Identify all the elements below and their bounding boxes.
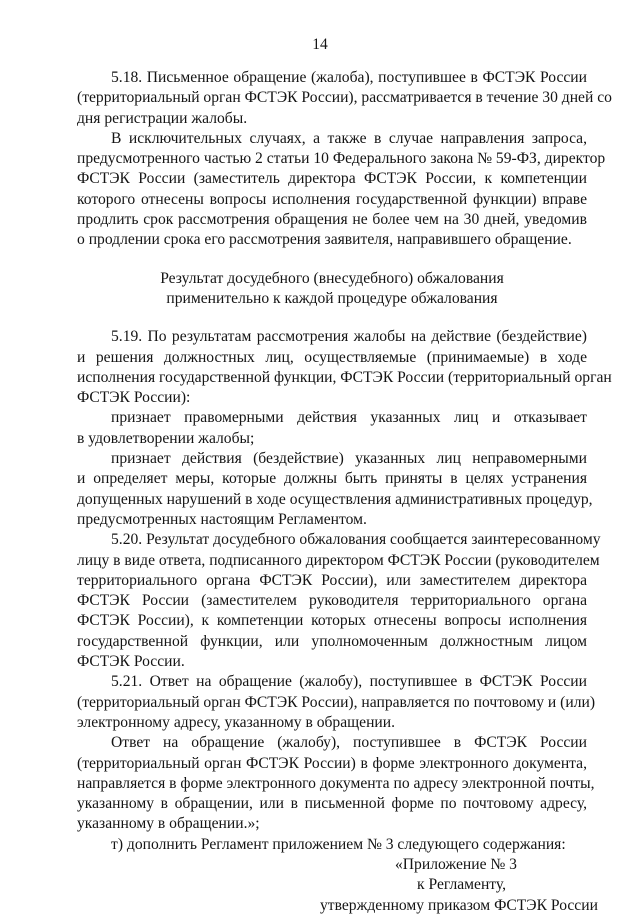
heading-line: Результат досудебного (внесудебного) обжалования [160,269,504,287]
text-line: ФСТЭК России), к компетенции которых отнесены вопросы исполнения [77,612,587,630]
text-line: признает правомерными действия указанных лиц и отказывает [111,409,587,427]
text-line: о продлении срока его рассмотрения заявителя, направившего обращение. [77,231,572,249]
text-line: указанному в обращении.»; [77,815,260,833]
text-line: 5.21. Ответ на обращение (жалобу), поступившее в ФСТЭК России [111,673,587,691]
text-line: указанному в обращении, или в письменной форме по почтовому адресу, [77,795,587,813]
paragraph-5-21 [77,672,596,733]
text-line: (территориальный орган ФСТЭК России) в форме электронного документа, [77,754,587,772]
text-line: допущенных нарушений в ходе осуществления административных процедур, [77,490,593,508]
spacer [77,309,587,327]
text-line: территориального органа ФСТЭК России), или заместителем директора [77,571,587,589]
text-line: т) дополнить Регламент приложением № 3 следующего содержания: [111,835,566,853]
text-line: лицу в виде ответа, подписанного директором ФСТЭК России (руководителем [77,551,600,569]
appendix-approval: утвержденному приказом ФСТЭК России [320,896,598,914]
paragraph-recognizes-lawful [77,408,587,449]
paragraph-exceptional-cases [77,129,606,251]
text-line: электронному адресу, указанному в обращении. [77,713,396,731]
appendix-reference: к Регламенту, [417,876,507,894]
text-line: ФСТЭК России (заместителем руководителя территориального органа [77,592,587,610]
text-line: 5.20. Результат досудебного обжалования сообщается заинтересованному [111,531,601,549]
text-line: направляется в форме электронного документа по адресу электронной почты, [77,774,595,792]
page-number: 14 [312,36,328,53]
heading-line: применительно к каждой процедуре обжалования [166,289,498,307]
text-line: ФСТЭК России): [77,389,191,407]
appendix-header [77,855,598,916]
appendix-title: «Приложение № 3 [395,855,517,873]
text-line: предусмотренных настоящим Регламентом. [77,510,367,528]
paragraph-5-20 [77,530,601,672]
text-line: 5.19. По результатам рассмотрения жалобы на действие (бездействие) [111,328,587,346]
text-line: и решения должностных лиц, осуществляемые (принимаемые) в ходе [77,348,587,366]
text-line: исполнения государственной функции, ФСТЭК России (территориальный орган [77,368,612,386]
text-line: предусмотренного частью 2 статьи 10 Федерального закона № 59-ФЗ, директор [77,150,606,168]
text-line: ФСТЭК России (заместитель директора ФСТЭК России, к компетенции [77,170,587,188]
text-line: ФСТЭК России. [77,653,185,671]
text-line: которого отнесены вопросы исполнения государственной функции) вправе [77,190,587,208]
text-line: В исключительных случаях, а также в случае направления запроса, [111,129,587,147]
text-line: Ответ на обращение (жалобу), поступившее в ФСТЭК России [111,734,587,752]
section-heading [77,269,587,310]
text-line: (территориальный орган ФСТЭК России), рассматривается в течение 30 дней со [77,89,612,107]
paragraph-recognizes-unlawful [77,449,593,530]
text-line: и определяет меры, которые должны быть приняты в целях устранения [77,470,587,488]
document-body [77,68,612,916]
text-line: дня регистрации жалобы. [77,109,248,127]
text-line: продлить срок рассмотрения обращения не более чем на 30 дней, уведомив [77,211,587,229]
text-line: государственной функции, или уполномоченным должностным лицом [77,632,587,650]
text-line: признает действия (бездействие) указанных лиц неправомерными [111,450,587,468]
paragraph-5-18 [77,68,612,129]
text-line: 5.18. Письменное обращение (жалоба), поступившее в ФСТЭК России [111,69,587,86]
paragraph-5-19 [77,327,612,408]
text-line: (территориальный орган ФСТЭК России), направляется по почтовому и (или) [77,693,596,711]
paragraph-electronic-response [77,733,595,834]
spacer [77,251,587,269]
text-line: в удовлетворении жалобы; [77,429,255,447]
paragraph-t [77,835,587,855]
